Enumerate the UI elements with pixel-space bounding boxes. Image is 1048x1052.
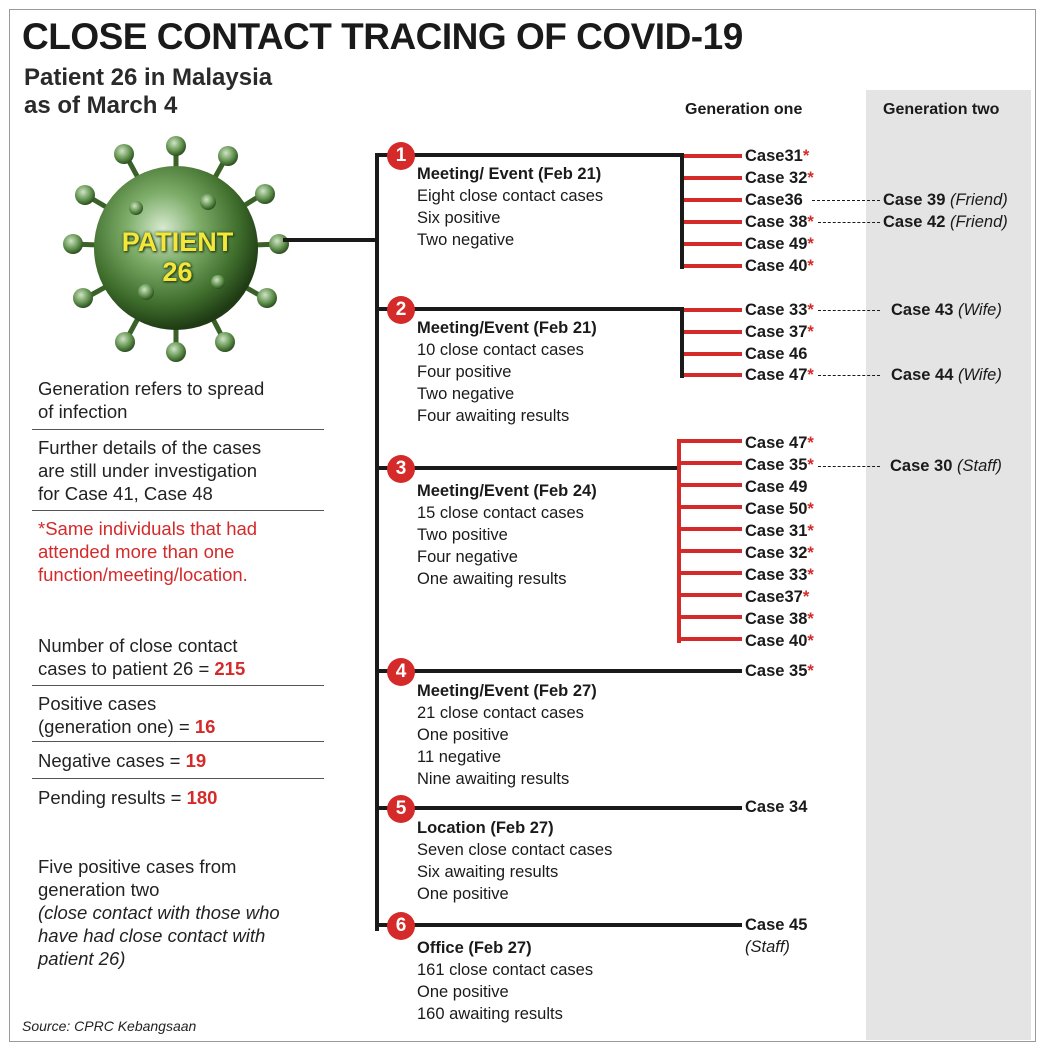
case-label: Case36 bbox=[745, 191, 803, 209]
patient-26-label bbox=[110, 227, 245, 287]
event-line: Four awaiting results bbox=[417, 407, 570, 425]
case-branch-line bbox=[677, 615, 742, 619]
event-title: Meeting/Event (Feb 21) bbox=[417, 319, 597, 337]
event-1-branch bbox=[375, 153, 684, 157]
case-branch-line bbox=[677, 461, 742, 465]
gen-two-case: Case 30 (Staff) bbox=[890, 457, 1002, 475]
event-3-details bbox=[417, 480, 597, 590]
generation-definition-note bbox=[38, 377, 264, 423]
gen-two-case: Case 39 (Friend) bbox=[883, 191, 1008, 209]
event-6-branch bbox=[375, 923, 742, 927]
event-line: 10 close contact cases bbox=[417, 341, 584, 359]
event-line: Eight close contact cases bbox=[417, 187, 604, 205]
patient-label-line-1: PATIENT bbox=[121, 227, 234, 257]
event-5-details bbox=[417, 817, 612, 905]
gen-two-case: Case 42 (Friend) bbox=[883, 213, 1008, 231]
subtitle-line-2: as of March 4 bbox=[24, 92, 178, 119]
event-line: Six awaiting results bbox=[417, 863, 559, 881]
negative-value: 19 bbox=[185, 750, 207, 771]
event-6-number: 6 bbox=[387, 912, 415, 940]
case-branch-line bbox=[684, 220, 742, 224]
stat-label: Negative cases = bbox=[38, 750, 181, 771]
case-label: Case 40* bbox=[745, 257, 814, 275]
case-45-relation: (Staff) bbox=[745, 938, 790, 956]
further-details-note bbox=[38, 436, 261, 505]
event-line: One positive bbox=[417, 983, 509, 1001]
divider bbox=[32, 778, 324, 779]
divider bbox=[32, 429, 324, 430]
stat-label: cases to patient 26 = bbox=[38, 658, 210, 679]
event-4-details bbox=[417, 680, 597, 790]
case-branch-line bbox=[684, 198, 742, 202]
case-branch-line bbox=[684, 242, 742, 246]
case-label: Case31* bbox=[745, 147, 810, 165]
case-label: Case 33* bbox=[745, 301, 814, 319]
generation-two-heading: Generation two bbox=[883, 101, 1000, 118]
note-line: Further details of the cases bbox=[38, 437, 262, 458]
case-branch-line bbox=[677, 527, 742, 531]
case-branch-line bbox=[684, 352, 742, 356]
event-4-number: 4 bbox=[387, 658, 415, 686]
gen-two-link bbox=[818, 310, 880, 311]
case-branch-line bbox=[677, 505, 742, 509]
event-line: Six positive bbox=[417, 209, 501, 227]
case-label: Case 49* bbox=[745, 235, 814, 253]
note-line: function/meeting/location. bbox=[38, 564, 248, 585]
stat-label: Pending results = bbox=[38, 787, 182, 808]
note-line: (close contact with those who bbox=[38, 902, 280, 923]
case-label: Case 32* bbox=[745, 169, 814, 187]
event-line: One awaiting results bbox=[417, 570, 567, 588]
page-subtitle bbox=[24, 64, 272, 120]
positive-cases-stat bbox=[38, 692, 215, 738]
source-credit: Source: CPRC Kebangsaan bbox=[22, 1018, 197, 1034]
generation-two-band bbox=[866, 90, 1031, 1040]
divider bbox=[32, 510, 324, 511]
gen-two-link bbox=[818, 375, 880, 376]
gen-two-link bbox=[812, 200, 880, 201]
gen-two-link bbox=[818, 466, 880, 467]
case-branch-line bbox=[677, 483, 742, 487]
case-label: Case 34 bbox=[745, 798, 808, 816]
case-branch-line bbox=[684, 154, 742, 158]
stat-label: (generation one) = bbox=[38, 716, 190, 737]
case-label: Case 40* bbox=[745, 632, 814, 650]
gen-two-case: Case 44 (Wife) bbox=[891, 366, 1002, 384]
event-5-number: 5 bbox=[387, 795, 415, 823]
event-line: Nine awaiting results bbox=[417, 770, 570, 788]
case-label: Case 37* bbox=[745, 323, 814, 341]
note-line: Generation refers to spread bbox=[38, 378, 265, 399]
positive-value: 16 bbox=[194, 716, 216, 737]
generation-two-note bbox=[38, 855, 280, 970]
event-3-branch bbox=[375, 466, 680, 470]
divider bbox=[32, 685, 324, 686]
event-title: Meeting/ Event (Feb 21) bbox=[417, 165, 602, 183]
case-branch-line bbox=[684, 373, 742, 377]
case-label: Case 33* bbox=[745, 566, 814, 584]
case-label: Case 47* bbox=[745, 366, 814, 384]
gen-two-link bbox=[818, 222, 880, 223]
event-line: 15 close contact cases bbox=[417, 504, 584, 522]
event-5-branch bbox=[375, 806, 742, 810]
event-6-details bbox=[417, 937, 593, 1025]
stat-label: Positive cases bbox=[38, 693, 157, 714]
case-label: Case 35* bbox=[745, 456, 814, 474]
event-line: Seven close contact cases bbox=[417, 841, 613, 859]
case-label: Case 46 bbox=[745, 345, 808, 363]
event-2-number: 2 bbox=[387, 296, 415, 324]
close-contact-stat bbox=[38, 634, 245, 680]
case-branch-line bbox=[677, 439, 742, 443]
case-branch-line bbox=[684, 176, 742, 180]
event-line: 21 close contact cases bbox=[417, 704, 584, 722]
case-label: Case 45 bbox=[745, 916, 808, 934]
note-line: of infection bbox=[38, 401, 128, 422]
pending-results-stat bbox=[38, 786, 217, 809]
stat-label: Number of close contact bbox=[38, 635, 238, 656]
page-title: CLOSE CONTACT TRACING OF COVID-19 bbox=[22, 16, 743, 57]
note-line: patient 26) bbox=[38, 948, 126, 969]
note-line: generation two bbox=[38, 879, 160, 900]
note-line: for Case 41, Case 48 bbox=[38, 483, 213, 504]
event-line: 11 negative bbox=[417, 748, 502, 766]
event-3-number: 3 bbox=[387, 455, 415, 483]
tree-spine bbox=[375, 155, 379, 931]
event-1-case-bracket bbox=[680, 153, 684, 269]
pending-value: 180 bbox=[186, 787, 218, 808]
event-1-number: 1 bbox=[387, 142, 415, 170]
case-label: Case 38* bbox=[745, 610, 814, 628]
note-line: attended more than one bbox=[38, 541, 235, 562]
gen-two-case: Case 43 (Wife) bbox=[891, 301, 1002, 319]
event-line: Four negative bbox=[417, 548, 518, 566]
patient-label-line-2: 26 bbox=[162, 257, 193, 287]
note-line: *Same individuals that had bbox=[38, 518, 258, 539]
event-line: One positive bbox=[417, 726, 509, 744]
event-line: One positive bbox=[417, 885, 509, 903]
note-line: Five positive cases from bbox=[38, 856, 237, 877]
case-label: Case 50* bbox=[745, 500, 814, 518]
event-3-case-bracket bbox=[677, 439, 681, 643]
case-label: Case 49 bbox=[745, 478, 808, 496]
case-label: Case 47* bbox=[745, 434, 814, 452]
patient-connector bbox=[283, 238, 377, 242]
generation-one-heading: Generation one bbox=[685, 101, 803, 118]
note-line: have had close contact with bbox=[38, 925, 266, 946]
case-label: Case37* bbox=[745, 588, 810, 606]
event-4-branch bbox=[375, 669, 742, 673]
event-line: Two positive bbox=[417, 526, 508, 544]
case-branch-line bbox=[677, 637, 742, 641]
case-label: Case 35* bbox=[745, 662, 814, 680]
case-branch-line bbox=[684, 308, 742, 312]
case-branch-line bbox=[684, 330, 742, 334]
event-title: Meeting/Event (Feb 27) bbox=[417, 682, 597, 700]
case-branch-line bbox=[677, 549, 742, 553]
case-branch-line bbox=[677, 593, 742, 597]
event-title: Meeting/Event (Feb 24) bbox=[417, 482, 597, 500]
event-1-details bbox=[417, 163, 603, 251]
note-line: are still under investigation bbox=[38, 460, 258, 481]
event-line: Two negative bbox=[417, 231, 515, 249]
negative-cases-stat bbox=[38, 749, 206, 772]
case-label: Case 31* bbox=[745, 522, 814, 540]
event-title: Location (Feb 27) bbox=[417, 819, 554, 837]
case-branch-line bbox=[684, 264, 742, 268]
event-line: Two negative bbox=[417, 385, 515, 403]
divider bbox=[32, 741, 324, 742]
subtitle-line-1: Patient 26 in Malaysia bbox=[24, 64, 273, 91]
event-2-details bbox=[417, 317, 597, 427]
same-individuals-note bbox=[38, 517, 257, 586]
event-line: Four positive bbox=[417, 363, 512, 381]
event-line: 160 awaiting results bbox=[417, 1005, 563, 1023]
case-label: Case 38* bbox=[745, 213, 814, 231]
event-title: Office (Feb 27) bbox=[417, 939, 532, 957]
case-branch-line bbox=[677, 571, 742, 575]
close-contact-value: 215 bbox=[214, 658, 246, 679]
event-2-case-bracket bbox=[680, 307, 684, 378]
case-label: Case 32* bbox=[745, 544, 814, 562]
event-line: 161 close contact cases bbox=[417, 961, 594, 979]
event-2-branch bbox=[375, 307, 684, 311]
